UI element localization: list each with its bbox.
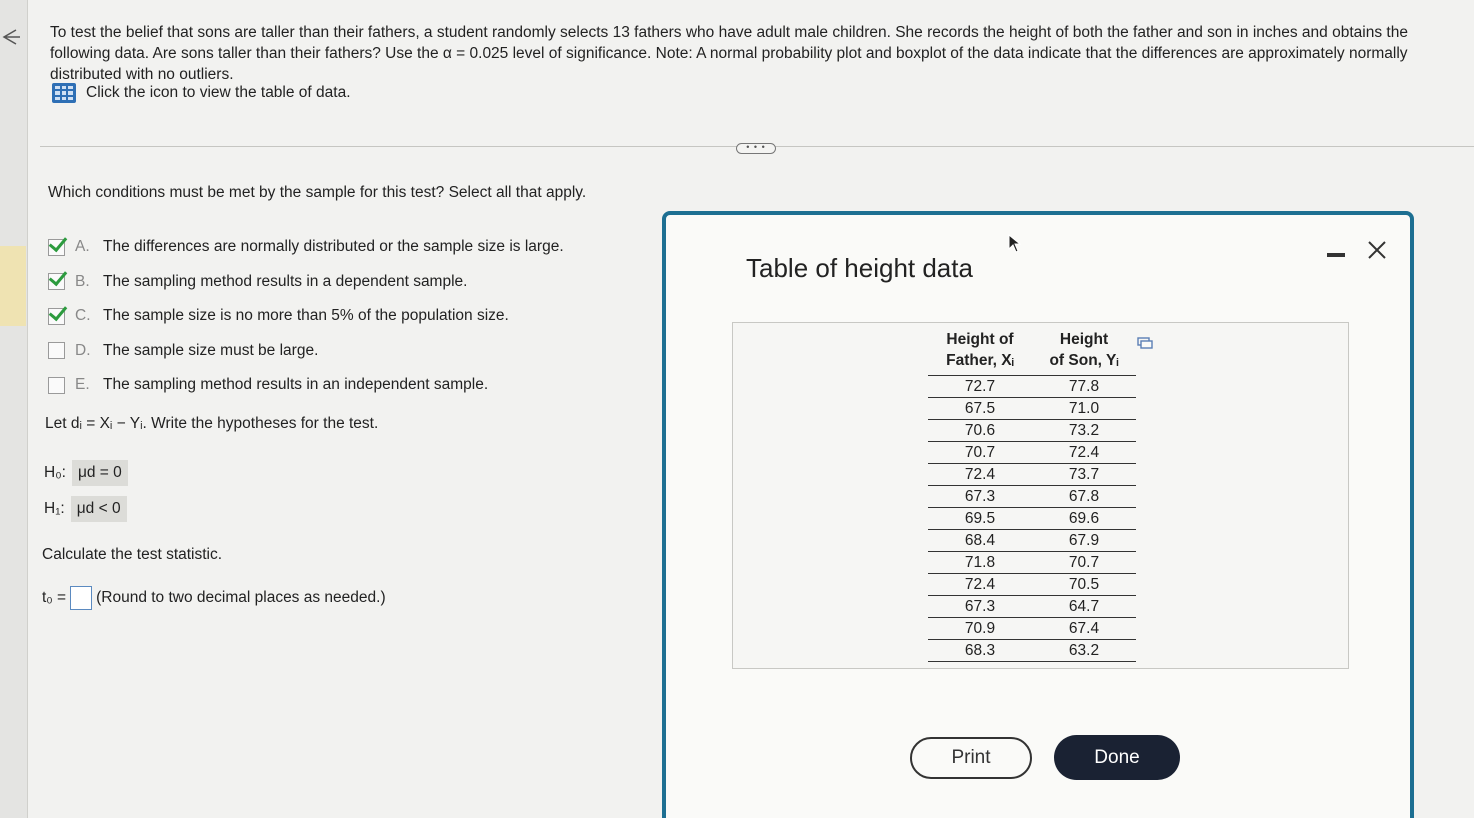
son-height-cell: 73.2	[1032, 420, 1136, 442]
copy-table-icon[interactable]	[1137, 337, 1153, 349]
option-d[interactable]	[48, 334, 564, 369]
null-hypothesis	[42, 460, 128, 486]
father-height-cell: 67.3	[928, 596, 1032, 618]
test-statistic-input[interactable]	[70, 586, 92, 610]
table-row	[928, 420, 1136, 442]
option-a[interactable]	[48, 230, 564, 265]
option-c[interactable]	[48, 299, 564, 334]
father-height-cell: 68.4	[928, 530, 1032, 552]
round-hint: (Round to two decimal places as needed.)	[96, 589, 386, 606]
table-row	[928, 508, 1136, 530]
father-height-cell: 71.8	[928, 552, 1032, 574]
option-letter: D.	[75, 341, 91, 359]
table-row	[928, 640, 1136, 662]
left-rail	[0, 0, 28, 818]
option-text: The sampling method results in a dependent sample.	[103, 272, 468, 290]
option-e[interactable]	[48, 368, 564, 403]
options-list	[48, 230, 564, 403]
table-row	[928, 530, 1136, 552]
son-height-cell: 67.8	[1032, 486, 1136, 508]
done-button[interactable]: Done	[1054, 735, 1180, 780]
table-row	[928, 596, 1136, 618]
father-height-cell: 72.4	[928, 574, 1032, 596]
table-row	[928, 486, 1136, 508]
data-table-icon[interactable]	[52, 83, 76, 103]
son-height-cell: 77.8	[1032, 376, 1136, 398]
h0-answer: μd = 0	[72, 460, 128, 486]
calc-prompt: Calculate the test statistic.	[42, 546, 223, 563]
hypotheses-intro: Let dᵢ = Xᵢ − Yᵢ. Write the hypotheses for the test.	[45, 415, 379, 432]
problem-statement: To test the belief that sons are taller than their fathers, a student randomly selects 13 fathers who have adult male children. She records the height of both the father and son in inches and obtains the following data. Are sons taller than their fathers? Use the α = 0.025 level of significance. Note: A normal probability plot and boxplot of the data indicate that the differences are approximately normally distributed with no outliers.	[50, 24, 1408, 83]
h0-label: H₀:	[44, 464, 66, 481]
test-statistic-row	[42, 586, 386, 610]
option-letter: E.	[75, 376, 90, 394]
table-row	[928, 618, 1136, 640]
father-height-cell: 72.7	[928, 376, 1032, 398]
son-height-cell: 63.2	[1032, 640, 1136, 662]
checkbox-d[interactable]	[48, 342, 65, 359]
son-height-cell: 69.6	[1032, 508, 1136, 530]
option-text: The differences are normally distributed or the sample size is large.	[103, 238, 564, 256]
option-letter: B.	[75, 272, 90, 290]
father-header: Height of Father, Xᵢ	[928, 327, 1032, 376]
dialog-title: Table of height data	[746, 253, 973, 283]
view-data-link[interactable]	[52, 83, 351, 103]
conditions-question: Which conditions must be met by the sample for this test? Select all that apply.	[48, 184, 587, 201]
son-height-cell: 70.5	[1032, 574, 1136, 596]
father-height-cell: 70.7	[928, 442, 1032, 464]
h1-answer: μd < 0	[71, 496, 127, 522]
option-b[interactable]	[48, 265, 564, 300]
son-height-cell: 72.4	[1032, 442, 1136, 464]
checkbox-e[interactable]	[48, 377, 65, 394]
father-height-cell: 70.9	[928, 618, 1032, 640]
father-height-cell: 69.5	[928, 508, 1032, 530]
table-row	[928, 398, 1136, 420]
table-row	[928, 574, 1136, 596]
minimize-icon[interactable]	[1327, 253, 1345, 257]
rail-highlight	[0, 246, 26, 326]
father-height-cell: 70.6	[928, 420, 1032, 442]
son-height-cell: 71.0	[1032, 398, 1136, 420]
checkbox-a[interactable]	[48, 239, 65, 256]
son-header: Height of Son, Yᵢ	[1032, 327, 1136, 376]
close-icon[interactable]	[1364, 237, 1390, 263]
father-height-cell: 67.5	[928, 398, 1032, 420]
table-frame	[732, 322, 1349, 669]
son-height-cell: 73.7	[1032, 464, 1136, 486]
table-row	[928, 464, 1136, 486]
print-button[interactable]: Print	[910, 737, 1032, 779]
back-arrow-icon[interactable]	[0, 26, 22, 48]
option-letter: C.	[75, 307, 91, 325]
table-row	[928, 376, 1136, 398]
expand-handle[interactable]: • • •	[736, 143, 776, 154]
table-header-row	[928, 327, 1136, 376]
mouse-cursor-icon	[1008, 234, 1022, 254]
view-data-label[interactable]: Click the icon to view the table of data.	[86, 84, 351, 101]
son-height-cell: 67.4	[1032, 618, 1136, 640]
table-row	[928, 552, 1136, 574]
option-text: The sampling method results in an independent sample.	[103, 376, 489, 394]
data-table-dialog	[662, 211, 1414, 818]
checkbox-b[interactable]	[48, 273, 65, 290]
father-height-cell: 68.3	[928, 640, 1032, 662]
son-height-cell: 67.9	[1032, 530, 1136, 552]
checkbox-c[interactable]	[48, 308, 65, 325]
son-height-cell: 70.7	[1032, 552, 1136, 574]
father-height-cell: 72.4	[928, 464, 1032, 486]
father-height-cell: 67.3	[928, 486, 1032, 508]
table-row	[928, 442, 1136, 464]
option-letter: A.	[75, 238, 90, 256]
option-text: The sample size is no more than 5% of the population size.	[103, 307, 509, 325]
alternative-hypothesis	[42, 496, 127, 522]
stat-label: t₀ =	[42, 589, 67, 606]
height-data-table	[928, 327, 1136, 662]
h1-label: H₁:	[44, 500, 65, 517]
option-text: The sample size must be large.	[103, 341, 319, 359]
son-height-cell: 64.7	[1032, 596, 1136, 618]
